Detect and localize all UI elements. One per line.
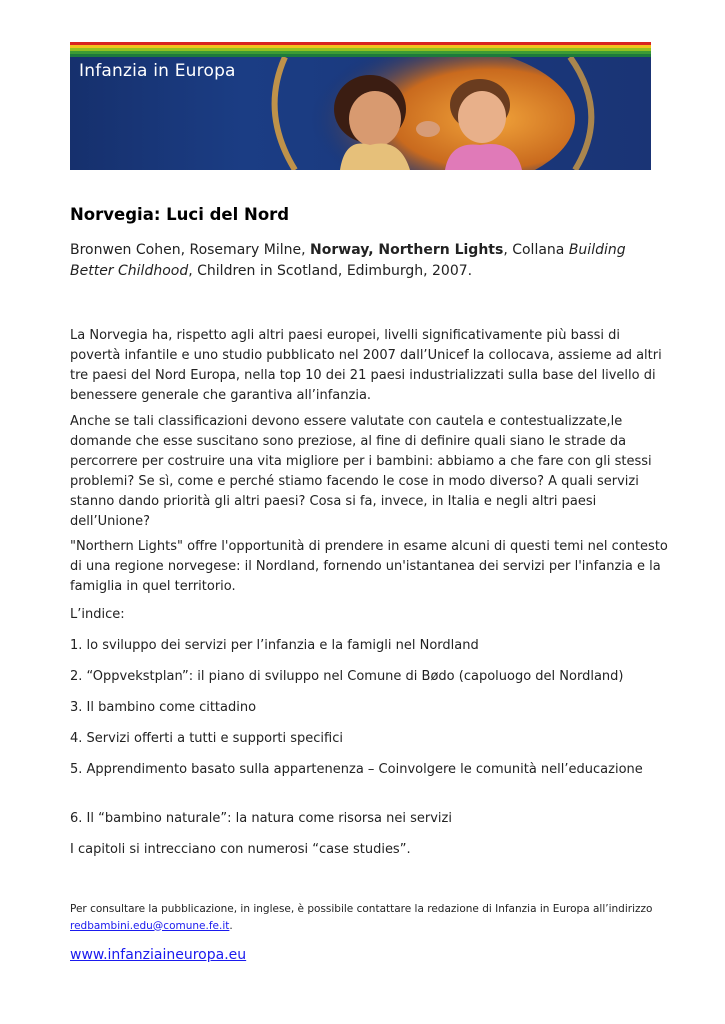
website-link[interactable]: www.infanziaineuropa.eu bbox=[70, 947, 247, 963]
contact-note bbox=[70, 901, 670, 934]
index-item: 3. Il bambino come cittadino bbox=[70, 700, 257, 715]
index-item: 5. Apprendimento basato sulla appartenenza – Coinvolgere le comunità nell’educazione bbox=[70, 762, 643, 777]
citation-authors: Bronwen Cohen, Rosemary Milne, bbox=[70, 242, 311, 258]
closing-paragraph: I capitoli si intrecciano con numerosi “case studies”. bbox=[70, 842, 411, 857]
index-heading: L’indice: bbox=[70, 607, 125, 622]
index-item: 4. Servizi offerti a tutti e supporti specifici bbox=[70, 731, 343, 746]
citation-book-title: Norway, Northern Lights bbox=[310, 242, 504, 258]
contact-text: Per consultare la pubblicazione, in inglese, è possibile contattare la redazione di Infanzia in Europa all’indirizzo bbox=[70, 903, 653, 915]
header-banner bbox=[70, 42, 651, 170]
contact-text-end: . bbox=[229, 919, 233, 932]
index-item: 1. lo sviluppo dei servizi per l’infanzia e la famigli nel Nordland bbox=[70, 638, 479, 653]
paragraph-intro: La Norvegia ha, rispetto agli altri paesi europei, livelli significativamente più bassi di povertà infantile e uno studio pubblicato nel 2007 dall’Unicef la collocava, assieme ad altri tre paesi del Nord Europa, nella top 10 dei 21 paesi industrializzati sulla base del livello di benessere generale che garantiva all’infanzia. bbox=[70, 328, 662, 403]
index-item: 6. Il “bambino naturale”: la natura come risorsa nei servizi bbox=[70, 811, 452, 826]
article-title: Norvegia: Luci del Nord bbox=[70, 205, 290, 224]
rainbow-stripes bbox=[70, 42, 651, 57]
book-citation bbox=[70, 240, 670, 282]
email-link[interactable]: redbambini.edu@comune.fe.it bbox=[70, 919, 230, 932]
citation-publisher: , Children in Scotland, Edimburgh, 2007. bbox=[188, 263, 473, 279]
banner-title: Infanzia in Europa bbox=[79, 61, 236, 81]
citation-series-prefix: , Collana bbox=[503, 242, 569, 258]
paragraph-questions: Anche se tali classificazioni devono essere valutate con cautela e contestualizzate,le domande che esse suscitano sono preziose, al fine di definire quali siano le strade da percorrere per costruire una vita migliore per i bambini: abbiamo a che fare con gli stessi problemi? Se sì, come e perché stiamo facendo le cose in modo diverso? A quali servizi stanno dando priorità gli altri paesi? Cosa si fa, invece, in Italia e negli altri paesi dell’Unione? bbox=[70, 414, 652, 529]
index-item: 2. “Oppvekstplan”: il piano di sviluppo nel Comune di Bødo (capoluogo del Nordland) bbox=[70, 669, 624, 684]
paragraph-northern-lights: "Northern Lights" offre l'opportunità di prendere in esame alcuni di questi temi nel contesto di una regione norvegese: il Nordland, fornendo un'istantanea dei servizi per l'infanzia e la famiglia in quel territorio. bbox=[70, 539, 668, 594]
website-line bbox=[70, 947, 246, 963]
citation-series-name: Building Better Childhood bbox=[70, 242, 626, 279]
